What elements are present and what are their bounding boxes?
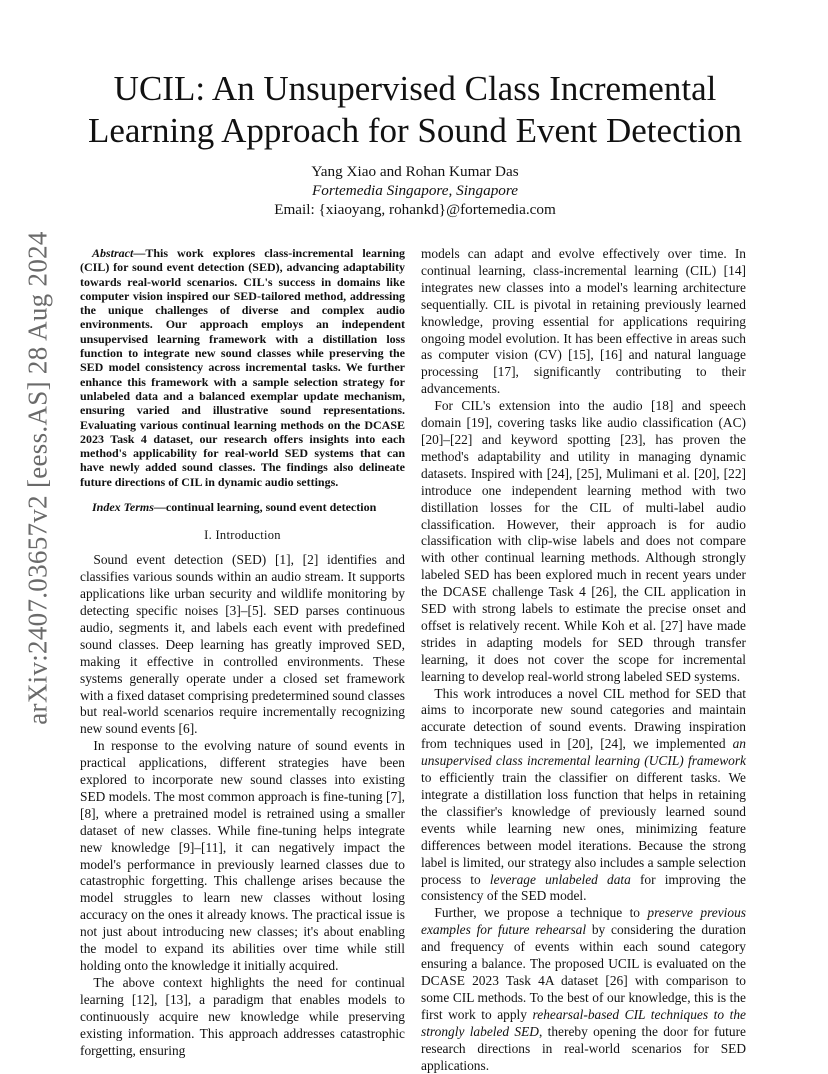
intro-paragraph-3-continued: models can adapt and evolve effectively over time. In continual learning, class-incremental learning (CIL) [14] integrates new classes into a model's learning architecture sequentially. CIL is pivotal in retaining previously learned knowledge, proving essential for applications requiring ongoing model evolution. It has been effective in areas such as computer vision (CV) [15], [16] and natural language processing [17], significantly contributing to their advancements.	[421, 246, 746, 397]
intro-paragraph-2: In response to the evolving nature of sound events in practical applications, different strategies have been explored to incorporate new sound classes into existing SED models. The most common approach is fine-tuning [7], [8], where a pretrained model is retrained using a smaller dataset of new classes. While fine-tuning helps integrate new knowledge [9]–[11], it can negatively impact the model's performance in previously learned classes due to catastrophic forgetting. This challenge arises because the model struggles to learn new classes without losing accuracy on the ones it already knows. The practical issue is not just about introducing new classes; it's about enabling the model to expand its abilities over time while still holding onto the knowledge it initially acquired.	[80, 738, 405, 973]
paper-title	[80, 68, 750, 152]
p5-text-b: to efficiently train the classifier on different tasks. We integrate a distillation loss function that helps in retaining the classifier's knowledge of previously learned sound events while learning new ones, minimizing feature differences between model iterations. Because the strong label is limited, our strategy also includes a sample selection process to	[421, 770, 746, 887]
p5-emphasis-unlabeled: leverage unlabeled data	[489, 871, 631, 887]
abstract-label: Abstract	[92, 246, 134, 260]
title-line-1: UCIL: An Unsupervised Class Incremental	[113, 69, 717, 108]
index-terms	[80, 500, 405, 514]
left-column	[80, 246, 405, 1059]
intro-paragraph-4: For CIL's extension into the audio [18] and speech domain [19], covering tasks like audio classification (AC) [20]–[22] and keyword spotting [23], has proven the method's adaptability and utility in managing dynamic datasets. Inspired with [24], [25], Mulimani et al. [20], [22] introduce one independent learning method with two distillation losses for the CIL of multi-label audio classification. However, their approach is for audio classification with clip-wise labels and does not compare with other continual learning methods. Although strongly labeled SED has been explored much in recent years under the DCASE challenge Task 4 [26], the CIL application in SED with strong labels to estimate the precise onset and offset is relatively recent. While Koh et al. [27] have made strides in adapting models for SED through transfer learning, it does not cover the scope for incremental learning to develop real-world strong labeled SED systems.	[421, 398, 746, 684]
p6-text-a: Further, we propose a technique to	[434, 905, 648, 921]
p6-emphasis-rehearsal: preserve previous examples for future rehearsal	[421, 905, 746, 938]
p6-text-c: , thereby opening the door for future research directions in real-world scenarios for SED applications.	[421, 1023, 746, 1073]
intro-paragraph-1: Sound event detection (SED) [1], [2] identifies and classifies various sounds within an audio stream. It supports applications like urban security and wildlife monitoring by detecting specific noises [3]–[5]. SED parses continuous audio, segments it, and labels each event with predefined sound classes. Deep learning has greatly improved SED, making it effective in controlled environments. These systems generally operate under a closed set framework with a fixed dataset comprising predetermined sound classes but real-world scenarios require incrementally recognizing new sound events [6].	[80, 552, 405, 737]
p6-emphasis-cil: rehearsal-based CIL techniques to the strongly labeled SED	[421, 1006, 746, 1039]
arxiv-sidebar-stamp	[16, 231, 60, 725]
p5-text-c: for improving the consistency of the SED model.	[421, 871, 746, 904]
right-column	[421, 246, 746, 1074]
author-affiliation: Fortemedia Singapore, Singapore	[312, 182, 518, 199]
author-block	[80, 162, 750, 219]
title-line-2: Learning Approach for Sound Event Detection	[87, 111, 743, 150]
p6-text-b: by considering the duration and frequency of events within each sound category ensuring a balance. The proposed UCIL is evaluated on the DCASE 2023 Task 4A dataset [26] with comparison to some CIL methods. To the best of our knowledge, this is the first work to apply	[421, 922, 746, 1022]
abstract-text: —This work explores class-incremental learning (CIL) for sound event detection (SED), advancing adaptability towards real-world scenarios. CIL's success in domains like computer vision inspired our SED-tailored method, addressing the unique challenges of diverse and complex audio environments. Our approach employs an independent unsupervised learning framework with a distillation loss function to integrate new sound classes while preserving the SED model consistency across incremental tasks. We further enhance this framework with a sample selection strategy for unlabeled data and a balanced exemplar update mechanism, ensuring varied and illustrative sound representations. Evaluating various continual learning methods on the DCASE 2023 Task 4 dataset, our research offers insights into each method's applicability for real-world SED systems that can have newly added sound classes. The findings also delineate future directions of CIL in dynamic audio settings.	[80, 246, 405, 489]
intro-paragraph-6	[421, 905, 746, 1074]
section-heading-introduction: I. Introduction	[204, 528, 281, 543]
arxiv-identifier: arXiv:2407.03657v2 [eess.AS] 28 Aug 2024	[22, 231, 53, 725]
p5-emphasis-ucil: an unsupervised class incremental learning (UCIL) framework	[421, 736, 746, 769]
author-email: Email: {xiaoyang, rohankd}@fortemedia.com	[274, 201, 556, 218]
author-names: Yang Xiao and Rohan Kumar Das	[311, 163, 519, 180]
index-terms-text: —continual learning, sound event detection	[153, 500, 377, 515]
index-terms-label: Index Terms	[92, 500, 154, 515]
intro-paragraph-3: The above context highlights the need for continual learning [12], [13], a paradigm that enables models to continuously acquire new knowledge while preserving existing information. This approach addresses catastrophic forgetting, ensuring	[80, 974, 405, 1058]
abstract	[80, 246, 405, 489]
p5-text-a: This work introduces a novel CIL method for SED that aims to incorporate new sound categories and maintain accurate detection of sound events. Drawing inspiration from techniques used in [20], [24], we implemented	[421, 685, 746, 752]
intro-paragraph-5	[421, 686, 746, 906]
